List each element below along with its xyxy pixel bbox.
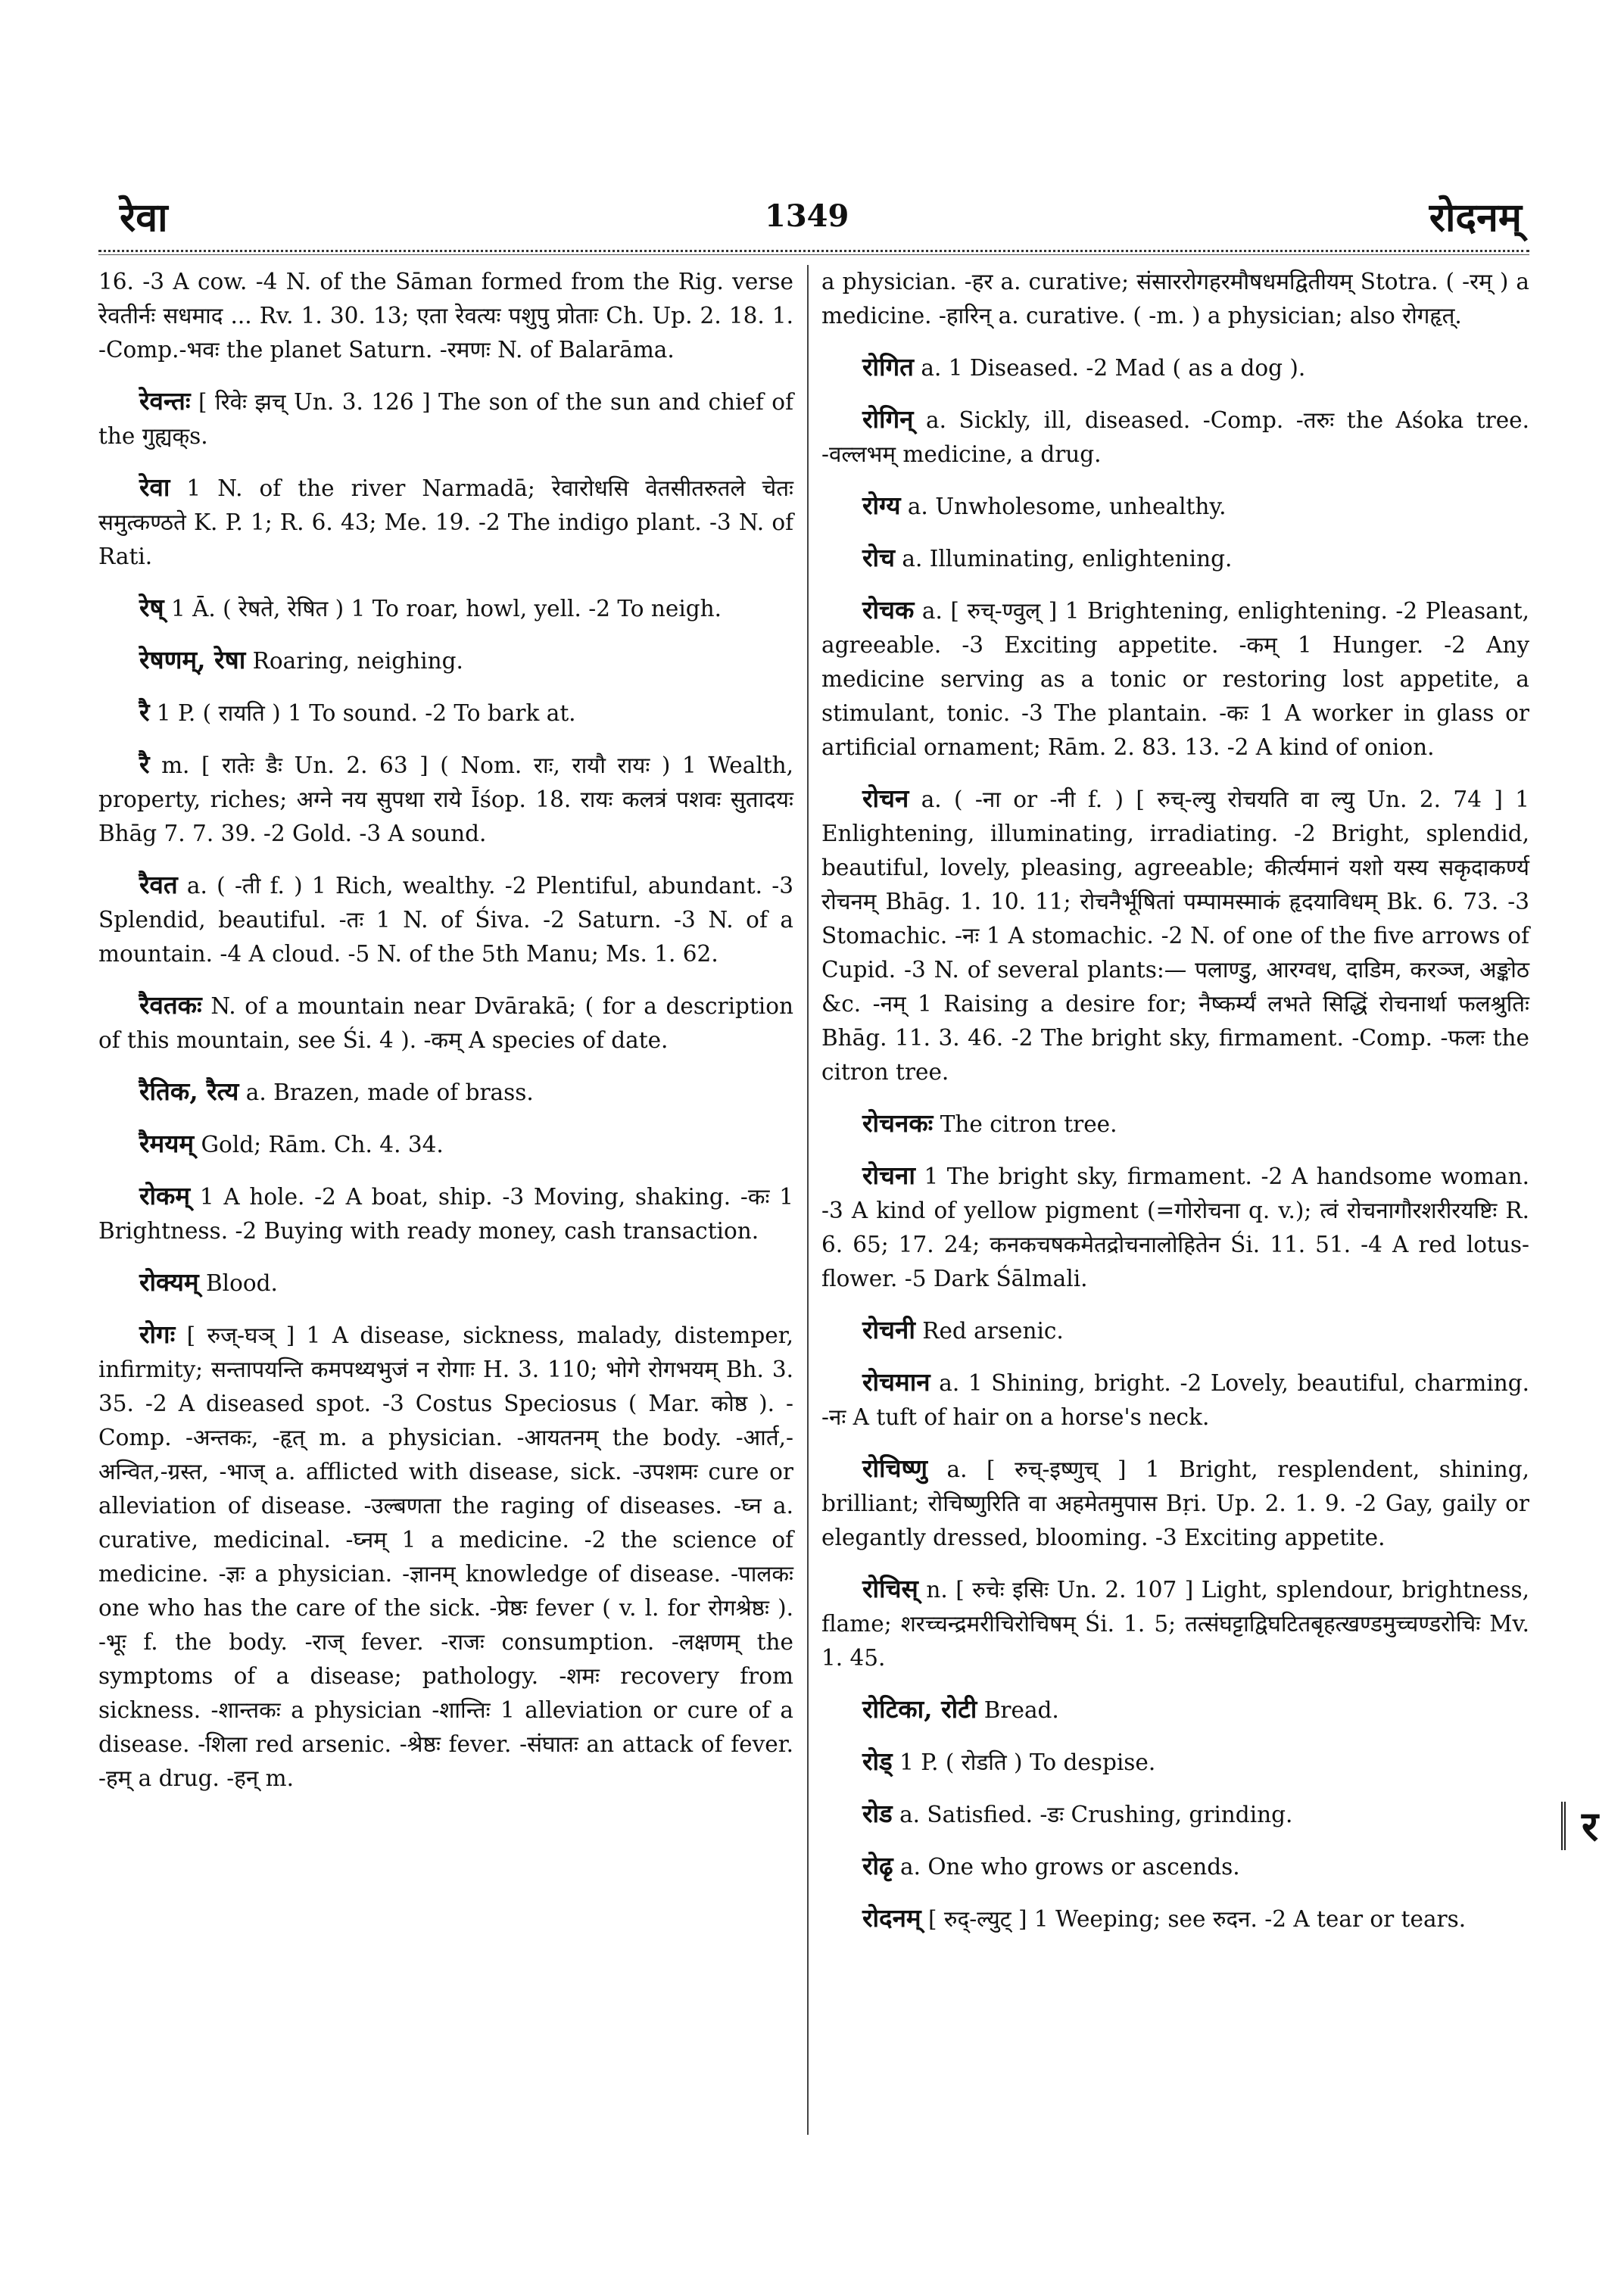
dictionary-entry	[821, 1849, 1529, 1884]
dictionary-entry	[821, 1451, 1529, 1555]
dictionary-entry	[821, 1106, 1529, 1142]
dictionary-entry	[821, 265, 1529, 333]
right-column	[821, 265, 1529, 1953]
entry-headword: रोचक	[862, 595, 915, 625]
entry-text: a. 1 Shining, bright. -2 Lovely, beautiful, charming. -नः A tuft of hair on a horse's neck.	[821, 1370, 1529, 1430]
entry-headword: रोचन	[862, 784, 909, 813]
dictionary-entry	[821, 488, 1529, 524]
entry-headword: रोदनम्	[862, 1903, 921, 1933]
dictionary-entry	[98, 988, 793, 1058]
dictionary-entry	[98, 747, 793, 851]
header-rule-dotted	[98, 250, 1529, 252]
dictionary-entry	[821, 1365, 1529, 1435]
entry-text: Roaring, neighing.	[245, 648, 463, 674]
dictionary-entry	[98, 1317, 793, 1796]
entry-text: [ रुज्-घञ् ] 1 A disease, sickness, malady, distemper, infirmity; सन्तापयन्ति कमपथ्यभुजं न रोगाः H. 3. 110; भोगे रोगभयम् Bh. 3. 35. -2 A diseased spot. -3 Costus Speciosus ( Mar. कोष्ठ ). -Comp. -अन्तकः, -हृत् m. a physician. -आयतनम् the body. -आर्त,-अन्वित,-ग्रस्त, -भाज् a. afflicted with disease, sick. -उपशमः cure or alleviation of disease. -उल्बणता the raging of diseases. -घ्न a. curative, medicinal. -घ्नम् 1 a medicine. -2 the science of medicine. -ज्ञः a physician. -ज्ञानम् knowledge of disease. -पालकः one who has the care of the sick. -प्रेष्ठः fever ( v. l. for रोगश्रेष्ठः ). -भूः f. the body. -राज् fever. -राजः consumption. -लक्षणम् the symptoms of a disease; pathology. -शमः recovery from sickness. -शान्तकः a physician -शान्तिः 1 alleviation or cure of a disease. -शिला red arsenic. -श्रेष्ठः fever. -संघातः an attack of fever. -हम् a drug. -हन् m.	[98, 1323, 793, 1791]
entry-text: The citron tree.	[933, 1111, 1117, 1137]
entry-text: 1 P. ( रायति ) 1 To sound. -2 To bark at.	[149, 700, 576, 726]
entry-text: n. [ रुचेः इसिः Un. 2. 107 ] Light, splendour, brightness, flame; शरच्चन्द्रमरीचिरोचिषम् Śi. 1. 5; तत्संघट्टाद्विघटितबृहत्खण्डमुच्चण्डरोचिः Mv. 1. 45.	[821, 1577, 1529, 1671]
entry-headword: रोचनी	[862, 1315, 915, 1344]
entry-text: a physician. -हर a. curative; संसाररोगहरमौषधमद्वितीयम् Stotra. ( -रम् ) a medicine. -हारिन् a. curative. ( -m. ) a physician; also रोगहृत्.	[821, 269, 1529, 329]
entry-text: Blood.	[198, 1270, 278, 1296]
entry-headword: रोग्य	[862, 491, 901, 520]
entry-text: 1 A hole. -2 A boat, ship. -3 Moving, shaking. -कः 1 Brightness. -2 Buying with ready money, cash transaction.	[98, 1184, 793, 1244]
entry-headword: रोचनकः	[862, 1108, 934, 1138]
entry-headword: रोकम्	[139, 1181, 191, 1210]
dictionary-entry	[821, 541, 1529, 576]
entry-text: N. of a mountain near Dvārakā; ( for a description of this mountain, see Śi. 4 ). -कम् A species of date.	[98, 993, 793, 1053]
entry-headword: रोगिन्	[862, 404, 914, 434]
thumb-index-marker: र	[1561, 1802, 1614, 1850]
dictionary-entry	[821, 350, 1529, 385]
dictionary-entry	[98, 643, 793, 678]
dictionary-entry	[821, 1901, 1529, 1936]
entry-headword: रै	[139, 749, 150, 779]
entry-text: Gold; Rām. Ch. 4. 34.	[194, 1132, 444, 1157]
entry-text: a. 1 Diseased. -2 Mad ( as a dog ).	[913, 355, 1306, 381]
entry-headword: रोटिका, रोटी	[862, 1694, 977, 1724]
dictionary-entry	[98, 695, 793, 731]
entry-text: a. Illuminating, enlightening.	[895, 546, 1233, 572]
entry-headword: रेवा	[139, 472, 170, 502]
entry-headword: रोचिष्णु	[862, 1453, 928, 1483]
dictionary-entry	[821, 1796, 1529, 1832]
entry-text: a. One who grows or ascends.	[893, 1854, 1240, 1880]
dictionary-entry	[98, 1265, 793, 1301]
dictionary-entry	[98, 265, 793, 367]
entry-headword: रोचिस्	[862, 1574, 918, 1603]
entry-text: 1 P. ( रोडति ) To despise.	[892, 1749, 1156, 1775]
entry-text: a. [ रुच्-ण्वुल् ] 1 Brightening, enlightening. -2 Pleasant, agreeable. -3 Exciting appetite. -कम् 1 Hunger. -2 Any medicine serving as a tonic or restoring lost appetite, a stimulant, tonic. -3 The plantain. -कः 1 A worker in glass or artificial ornament; Rām. 2. 83. 13. -2 A kind of onion.	[821, 598, 1529, 760]
header-rule-solid	[98, 254, 1529, 255]
dictionary-entry	[821, 1744, 1529, 1780]
entry-headword: रेष्	[139, 593, 164, 622]
entry-headword: रोचमान	[862, 1367, 930, 1397]
entry-text: a. Sickly, ill, diseased. -Comp. -तरुः the Aśoka tree. -वल्लभम् medicine, a drug.	[821, 407, 1529, 467]
running-head-right: रोदनम्	[1429, 195, 1522, 241]
entry-text: a. Satisfied. -डः Crushing, grinding.	[892, 1802, 1293, 1827]
entry-headword: रोढृ	[862, 1851, 893, 1880]
dictionary-entry	[821, 1158, 1529, 1296]
entry-text: a. ( -ती f. ) 1 Rich, wealthy. -2 Plentiful, abundant. -3 Splendid, beautiful. -तः 1 N. of Śiva. -2 Saturn. -3 N. of a mountain. -4 A cloud. -5 N. of the 5th Manu; Ms. 1. 62.	[98, 873, 793, 967]
dictionary-entry	[821, 402, 1529, 472]
entry-text: 16. -3 A cow. -4 N. of the Sāman formed from the Rig. verse रेवतीर्नः सधमाद ... Rv. 1. 30. 13; एता रेवत्यः पशुपु प्रोताः Ch. Up. 2. 18. 1. -Comp.-भवः the planet Saturn. -रमणः N. of Balarāma.	[98, 269, 793, 363]
dictionary-entry	[98, 590, 793, 626]
entry-text: Red arsenic.	[915, 1318, 1064, 1344]
entry-text: a. Brazen, made of brass.	[238, 1080, 534, 1105]
entry-headword: रोड	[862, 1799, 893, 1828]
entry-text: [ रिवेः झच् Un. 3. 126 ] The son of the sun and chief of the गुह्यक्s.	[98, 389, 793, 449]
running-head-left: रेवा	[120, 195, 168, 241]
dictionary-entry	[821, 593, 1529, 765]
entry-text: 1 The bright sky, firmament. -2 A handsome woman. -3 A kind of yellow pigment (=गोरोचना q. v.); त्वं रोचनागौरशरीरयष्टिः R. 6. 65; 17. 24; कनकचषकमेतद्रोचनालोहितेन Śi. 11. 51. -4 A red lotus-flower. -5 Dark Śālmali.	[821, 1164, 1529, 1291]
entry-text: m. [ रातेः डैः Un. 2. 63 ] ( Nom. राः, रायौ रायः ) 1 Wealth, property, riches; अग्ने नय सुपथा राये Īśop. 18. रायः कलत्रं पशवः सुतादयः Bhāg 7. 7. 39. -2 Gold. -3 A sound.	[98, 752, 793, 846]
entry-headword: रोड्	[862, 1746, 893, 1776]
entry-headword: रोचना	[862, 1161, 915, 1190]
dictionary-entry	[821, 1692, 1529, 1728]
entry-headword: रैतिक, रैत्य	[139, 1076, 239, 1106]
dictionary-entry	[98, 1179, 793, 1248]
entry-headword: रैवतकः	[139, 990, 202, 1020]
dictionary-entry	[821, 1313, 1529, 1348]
entry-headword: रेषणम्, रेषा	[139, 645, 246, 675]
entry-headword: रैवत	[139, 870, 178, 899]
dictionary-entry	[821, 781, 1529, 1089]
entry-text: 1 N. of the river Narmadā; रेवारोधसि वेतसीतरुतले चेतः समुत्कण्ठते K. P. 1; R. 6. 43; Me. 19. -2 The indigo plant. -3 N. of Rati.	[98, 475, 793, 569]
entry-headword: रैमयम्	[139, 1129, 195, 1158]
column-divider	[807, 265, 809, 2135]
entry-headword: रै	[139, 697, 150, 727]
dictionary-entry	[98, 1126, 793, 1162]
dictionary-entry	[98, 1074, 793, 1110]
entry-text: [ रुद्-ल्युट् ] 1 Weeping; see रुदन. -2 A tear or tears.	[921, 1906, 1467, 1932]
left-column	[98, 265, 793, 1812]
dictionary-entry	[98, 868, 793, 971]
entry-headword: रोक्यम्	[139, 1267, 199, 1297]
entry-text: Bread.	[977, 1697, 1059, 1723]
entry-text: 1 Ā. ( रेषते, रेषित ) 1 To roar, howl, yell. -2 To neigh.	[164, 596, 722, 622]
page-number: 1349	[765, 198, 849, 234]
dictionary-entry	[821, 1572, 1529, 1675]
entry-headword: रोगित	[862, 352, 914, 382]
dictionary-entry	[98, 384, 793, 453]
entry-headword: रोगः	[139, 1319, 176, 1349]
dictionary-entry	[98, 470, 793, 574]
entry-headword: रेवन्तः	[139, 386, 191, 416]
entry-text: a. ( -ना or -नी f. ) [ रुच्-ल्यु रोचयति वा ल्यु Un. 2. 74 ] 1 Enlightening, illuminating, irradiating. -2 Bright, splendid, beautiful, lovely, pleasing, agreeable; कीर्त्यमानं यशो यस्य सकृदाकर्ण्य रोचनम् Bhāg. 1. 10. 11; रोचनैर्भूषितां पम्पामस्माकं हृदयाविधम् Bk. 6. 73. -3 Stomachic. -नः 1 A stomachic. -2 N. of one of the five arrows of Cupid. -3 N. of several plants:— पलाण्डु, आरग्वध, दाडिम, करञ्ज, अङ्कोठ &c. -नम् 1 Raising a desire for; नैष्कर्म्यं लभते सिद्धिं रोचनार्था फलश्रुतिः Bhāg. 11. 3. 46. -2 The bright sky, firmament. -Comp. -फलः the citron tree.	[821, 787, 1529, 1085]
entry-text: a. Unwholesome, unhealthy.	[900, 494, 1227, 519]
entry-text: a. [ रुच्-इष्णुच् ] 1 Bright, resplendent, shining, brilliant; रोचिष्णुरिति वा अहमेतमुपास Bṛi. Up. 2. 1. 9. -2 Gay, gaily or elegantly dressed, blooming. -3 Exciting appetite.	[821, 1456, 1529, 1550]
entry-headword: रोच	[862, 543, 895, 572]
